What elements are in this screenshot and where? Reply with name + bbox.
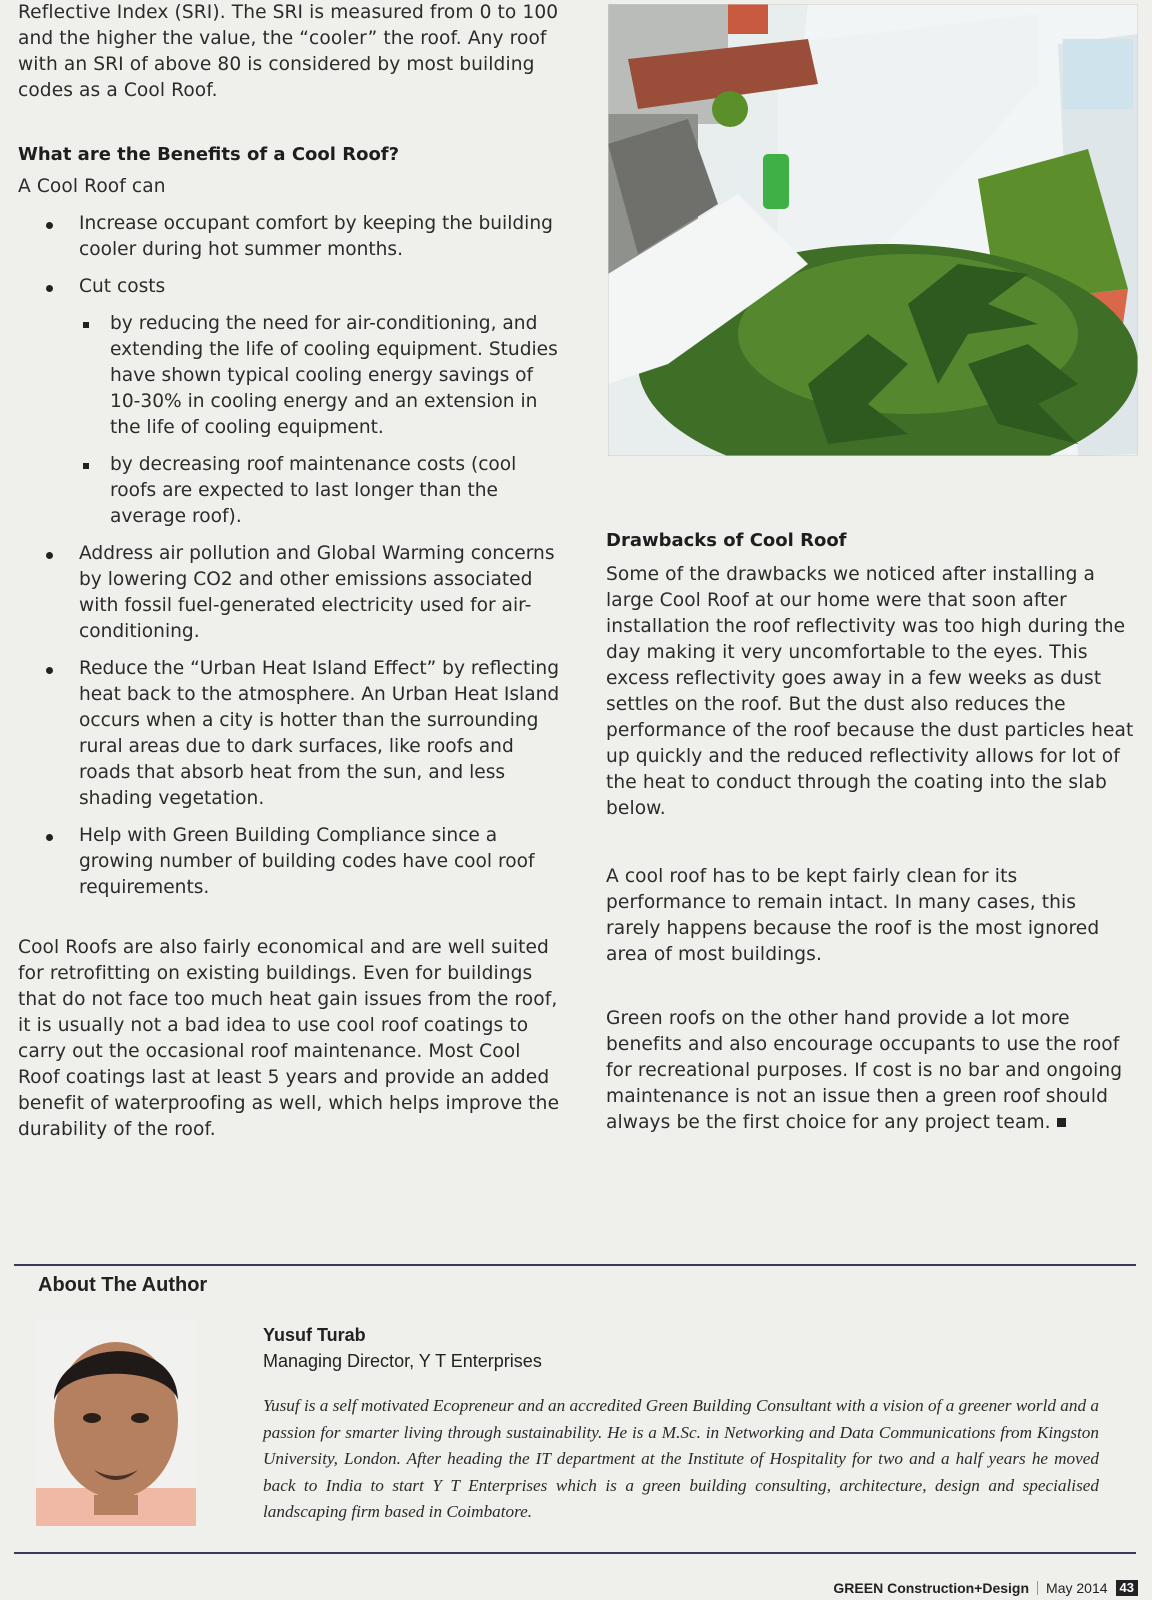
green-roof-text: Green roofs on the other hand provide a lot more benefits and also encourage occupants to use the roof for recreational purposes. If cost is no bar and ongoing maintenance is not an issue then a green roof should always be the first choice for any project team. — [606, 1008, 1123, 1133]
bullet-text-pollution: Address air pollution and Global Warming concerns by lowering CO2 and other emissions associated with fossil fuel-generated electricity used for air-conditioning. — [79, 543, 555, 642]
issue-date: May 2014 — [1046, 1580, 1108, 1596]
author-bio: Yusuf is a self motivated Ecopreneur and an accredited Green Building Consultant with a vision of a greener world and a passion for smarter living through sustainability. He is a M.Sc. in Networking and Data Communications from Kingston University, London. After heading the IT department at the Institute of Hospitality for two and a half years he moved back to India to start Y T Enterprises which is a green building consulting, architecture, design and specialised landscaping firm based in Coimbatore. — [263, 1396, 1099, 1521]
list-item — [18, 274, 568, 530]
benefits-list — [18, 211, 568, 901]
closing-paragraph: Cool Roofs are also fairly economical and are well suited for retrofitting on existing buildings. Even for buildings that do not face too much heat gain issues from the roof, it is usually not a bad idea to use cool roof coatings to carry out the occasional roof maintenance. Most Cool Roof coatings last at least 5 years and provide an added benefit of waterproofing as well, which helps improve the durability of the roof. — [18, 937, 560, 1140]
end-mark — [1057, 1118, 1066, 1127]
sub-list-item — [79, 311, 568, 441]
sub-text-aircon: by reducing the need for air-conditioning, and extending the life of cooling equipment. Studies have shown typical cooling energy savings of 10-30% in cooling energy and an extension in the life of cooling equipment. — [110, 313, 558, 438]
list-item — [18, 823, 568, 901]
benefits-lead: A Cool Roof can — [18, 176, 166, 197]
bullet-text-comfort: Increase occupant comfort by keeping the building cooler during hot summer months. — [79, 213, 553, 260]
bullet-text-compliance: Help with Green Building Compliance since a growing number of building codes have cool roof requirements. — [79, 825, 535, 898]
sub-text-maintenance: by decreasing roof maintenance costs (cool roofs are expected to last longer than the average roof). — [110, 454, 517, 527]
intro-paragraph: Reflective Index (SRI). The SRI is measured from 0 to 100 and the higher the value, the “cooler” the roof. Any roof with an SRI of above 80 is considered by most building codes as a Cool Roof. — [18, 2, 559, 101]
author-name: Yusuf Turab — [263, 1325, 366, 1345]
bullet-text-heat-island: Reduce the “Urban Heat Island Effect” by reflecting heat back to the atmosphere. An Urban Heat Island occurs when a city is hotter than the surrounding rural areas due to dark surfaces, like roofs and roads that absorb heat from the sun, and less shading vegetation. — [79, 658, 560, 809]
rooftop-photo — [608, 4, 1138, 456]
drawbacks-heading: Drawbacks of Cool Roof — [606, 530, 847, 551]
drawbacks-paragraph: Some of the drawbacks we noticed after installing a large Cool Roof at our home were that soon after installation the roof reflectivity was too high during the day making it very uncomfortable to the eyes. This excess reflectivity goes away in a few weeks as dust settles on the roof. But the dust also reduces the performance of the roof because the dust particles heat up quickly and the reduced reflectivity allows for lot of the heat to conduct through the coating into the slab below. — [606, 564, 1134, 819]
author-top-rule — [14, 1264, 1136, 1266]
author-portrait — [36, 1320, 196, 1526]
footer-divider — [1037, 1581, 1038, 1595]
green-roof-paragraph — [606, 1006, 1136, 1136]
cleaning-paragraph: A cool roof has to be kept fairly clean for its performance to remain intact. In many cases, this rarely happens because the roof is the most ignored area of most buildings. — [606, 866, 1100, 965]
page-footer — [833, 1580, 1138, 1596]
author-bottom-rule — [14, 1552, 1136, 1554]
left-column — [18, 0, 568, 1143]
list-item — [18, 211, 568, 263]
author-section-heading: About The Author — [38, 1274, 208, 1296]
sub-list-item — [79, 452, 568, 530]
bullet-text-costs: Cut costs — [79, 276, 166, 297]
list-item — [18, 541, 568, 645]
list-item — [18, 656, 568, 812]
magazine-name: GREEN Construction+Design — [833, 1580, 1030, 1596]
page-number: 43 — [1116, 1580, 1138, 1596]
benefits-heading: What are the Benefits of a Cool Roof? — [18, 144, 400, 165]
author-role: Managing Director, Y T Enterprises — [263, 1351, 542, 1371]
costs-sublist — [79, 311, 568, 530]
